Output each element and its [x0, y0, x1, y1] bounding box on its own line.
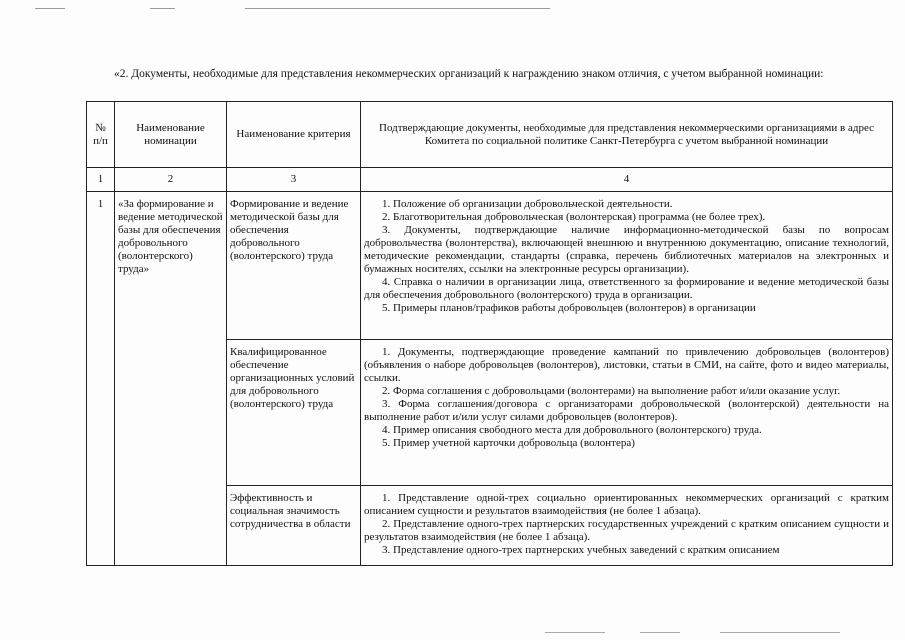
document-item: 1. Положение об организации добровольческой деятельности. — [382, 198, 673, 210]
document-item: 1. Документы, подтверждающие проведение кампаний по привлечению добровольцев (волонтеров) (объявления о наборе добровольцев (волонтеров), листовки, статьи в СМИ, на сайте, фото и видео материалы, ссылки. — [364, 346, 889, 384]
document-item: 2. Представление одного-трех партнерских государственных учреждений с кратким описанием сущности и результатов взаимодействия (не более 1 абзаца). — [364, 518, 889, 543]
col-number-3: 3 — [227, 168, 361, 192]
document-item: 4. Пример описания свободного места для добровольного (волонтерского) труда. — [382, 424, 762, 436]
criterion-documents — [361, 340, 893, 486]
document-item: 2. Форма соглашения с добровольцами (волонтерами) на выполнение работ и/или оказание услуг. — [382, 385, 841, 397]
criterion-name: Квалифицированное обеспечение организационных условий для добровольного (волонтерского) труда — [227, 340, 361, 486]
criterion-documents — [361, 192, 893, 340]
header-num: № п/п — [87, 102, 115, 168]
col-number-4: 4 — [361, 168, 893, 192]
document-item: 2. Благотворительная добровольческая (волонтерская) программа (не более трех). — [382, 211, 766, 223]
criterion-name: Эффективность и социальная значимость сотрудничества в области — [227, 486, 361, 566]
scan-top-mark-1 — [35, 8, 65, 9]
col-number-1: 1 — [87, 168, 115, 192]
header-row — [87, 102, 893, 168]
scan-top-mark-3 — [245, 8, 550, 9]
column-number-row — [87, 168, 893, 192]
header-nomination: Наименование номинации — [115, 102, 227, 168]
table-row — [87, 192, 893, 340]
col-number-2: 2 — [115, 168, 227, 192]
document-item: 5. Пример учетной карточки добровольца (волонтера) — [382, 437, 635, 449]
intro-text: «2. Документы, необходимые для представления некоммерческих организаций к награждению знаком отличия, с учетом выбранной номинации: — [114, 68, 824, 80]
header-documents: Подтверждающие документы, необходимые для представления некоммерческими организациями в адрес Комитета по социальной политике Санкт-Петербурга с учетом выбранной номинации — [361, 102, 893, 168]
documents-table — [86, 101, 893, 566]
row-number: 1 — [87, 192, 115, 566]
document-item: 3. Представление одного-трех партнерских учебных заведений с кратким описанием — [382, 544, 780, 556]
document-item: 3. Форма соглашения/договора с организаторами добровольческой (волонтерской) деятельности на выполнение работ и/или услуг силами добровольцев (волонтеров). — [364, 398, 889, 423]
document-item: 1. Представление одной-трех социально ориентированных некоммерческих организаций с кратким описанием сущности и результатов взаимодействия (не более 1 абзаца). — [364, 492, 889, 517]
document-item: 4. Справка о наличии в организации лица, ответственного за формирование и ведение методической базы для обеспечения добровольного (волонтерского) труда в организации. — [364, 276, 889, 301]
scan-bottom-mark-3 — [720, 632, 840, 633]
document-item: 3. Документы, подтверждающие наличие информационно-методической базы по вопросам добровольчества (волонтерства), включающей внешнюю и внутреннюю документацию, описание технологий, методические рекомендации, стандарты (справка, перечень библиотечных материалов на электронных и бумажных носителях, ссылки на электронные ресурсы организации). — [364, 224, 889, 275]
criterion-name: Формирование и ведение методической базы для обеспечения добровольного (волонтерского) труда — [227, 192, 361, 340]
criterion-documents — [361, 486, 893, 566]
scan-bottom-mark-1 — [545, 632, 605, 633]
nomination-name: «За формирование и ведение методической базы для обеспечения добровольного (волонтерского) труда» — [115, 192, 227, 566]
header-criterion: Наименование критерия — [227, 102, 361, 168]
scan-top-mark-2 — [150, 8, 175, 9]
document-item: 5. Примеры планов/графиков работы добровольцев (волонтеров) в организации — [382, 302, 756, 314]
scan-bottom-mark-2 — [640, 632, 680, 633]
